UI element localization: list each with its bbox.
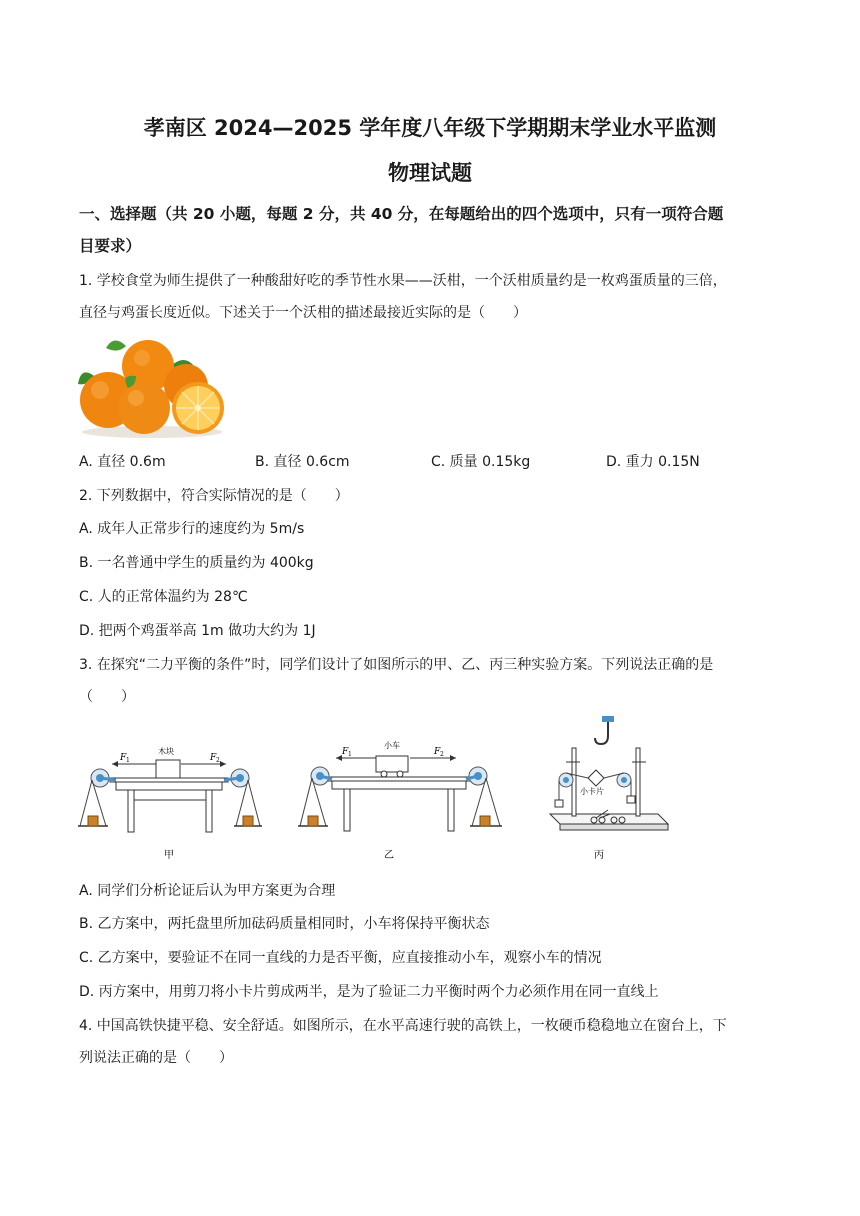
q2-stem: 2. 下列数据中，符合实际情况的是（ ） <box>79 488 349 504</box>
q1-option-d: D. 重力 0.15N <box>606 454 700 470</box>
q1-option-c: C. 质量 0.15kg <box>431 454 531 470</box>
jia-f2-sub: 2 <box>216 757 220 764</box>
jia-f2-label: F <box>210 753 217 763</box>
q4-stem-line1: 4. 中国高铁快捷平稳、安全舒适。如图所示，在水平高速行驶的高铁上，一枚硬币稳稳地立在窗台上，下 <box>79 1018 727 1034</box>
q1-option-a: A. 直径 0.6m <box>79 454 166 470</box>
q1-option-b: B. 直径 0.6cm <box>255 454 350 470</box>
q3-option-c: C. 乙方案中，要验证不在同一直线的力是否平衡，应直接推动小车，观察小车的情况 <box>79 950 602 966</box>
yi-f2-label: F <box>434 747 441 757</box>
q2-option-b: B. 一名普通中学生的质量约为 400kg <box>79 555 314 571</box>
page-subtitle: 物理试题 <box>388 161 472 185</box>
q3-stem-line2: （ ） <box>79 689 135 705</box>
q2-option-d: D. 把两个鸡蛋举高 1m 做功大约为 1J <box>79 623 316 639</box>
section-heading-line1: 一、选择题（共 20 小题，每题 2 分，共 40 分，在每题给出的四个选项中，只有一项符合题 <box>79 205 724 223</box>
yi-f1-sub: 1 <box>348 751 352 758</box>
jia-block-label: 木块 <box>158 747 174 756</box>
section-heading-line2: 目要求） <box>79 237 142 255</box>
q1-stem-line1: 1. 学校食堂为师生提供了一种酸甜好吃的季节性水果——沃柑，一个沃柑质量约是一枚鸡蛋质量的三倍， <box>79 273 727 289</box>
bing-caption: 丙 <box>594 850 604 861</box>
q3-option-b: B. 乙方案中，两托盘里所加砝码质量相同时，小车将保持平衡状态 <box>79 916 490 932</box>
page-title: 孝南区 2024—2025 学年度八年级下学期期末学业水平监测 <box>143 116 717 140</box>
q3-option-a: A. 同学们分析论证后认为甲方案更为合理 <box>79 883 336 899</box>
q2-option-c: C. 人的正常体温约为 28℃ <box>79 589 248 605</box>
figure-jia <box>76 740 262 864</box>
figure-bing <box>544 712 670 864</box>
q3-stem-line1: 3. 在探究“二力平衡的条件”时，同学们设计了如图所示的甲、乙、丙三种实验方案。下列说法正确的是 <box>79 657 714 673</box>
yi-caption: 乙 <box>384 850 394 861</box>
figure-yi <box>296 736 502 864</box>
jia-caption: 甲 <box>164 850 174 861</box>
q1-stem-line2: 直径与鸡蛋长度近似。下述关于一个沃柑的描述最接近实际的是（ ） <box>79 305 527 321</box>
q4-stem-line2: 列说法正确的是（ ） <box>79 1050 233 1066</box>
jia-f1-label: F <box>120 753 127 763</box>
yi-cart-label: 小车 <box>384 741 400 750</box>
yi-f2-sub: 2 <box>440 751 444 758</box>
q3-option-d: D. 丙方案中，用剪刀将小卡片剪成两半，是为了验证二力平衡时两个力必须作用在同一直线上 <box>79 984 659 1000</box>
q2-option-a: A. 成年人正常步行的速度约为 5m/s <box>79 521 305 537</box>
bing-card-label: 小卡片 <box>580 787 604 796</box>
yi-f1-label: F <box>342 747 349 757</box>
jia-f1-sub: 1 <box>126 757 130 764</box>
oranges-image <box>76 336 228 438</box>
